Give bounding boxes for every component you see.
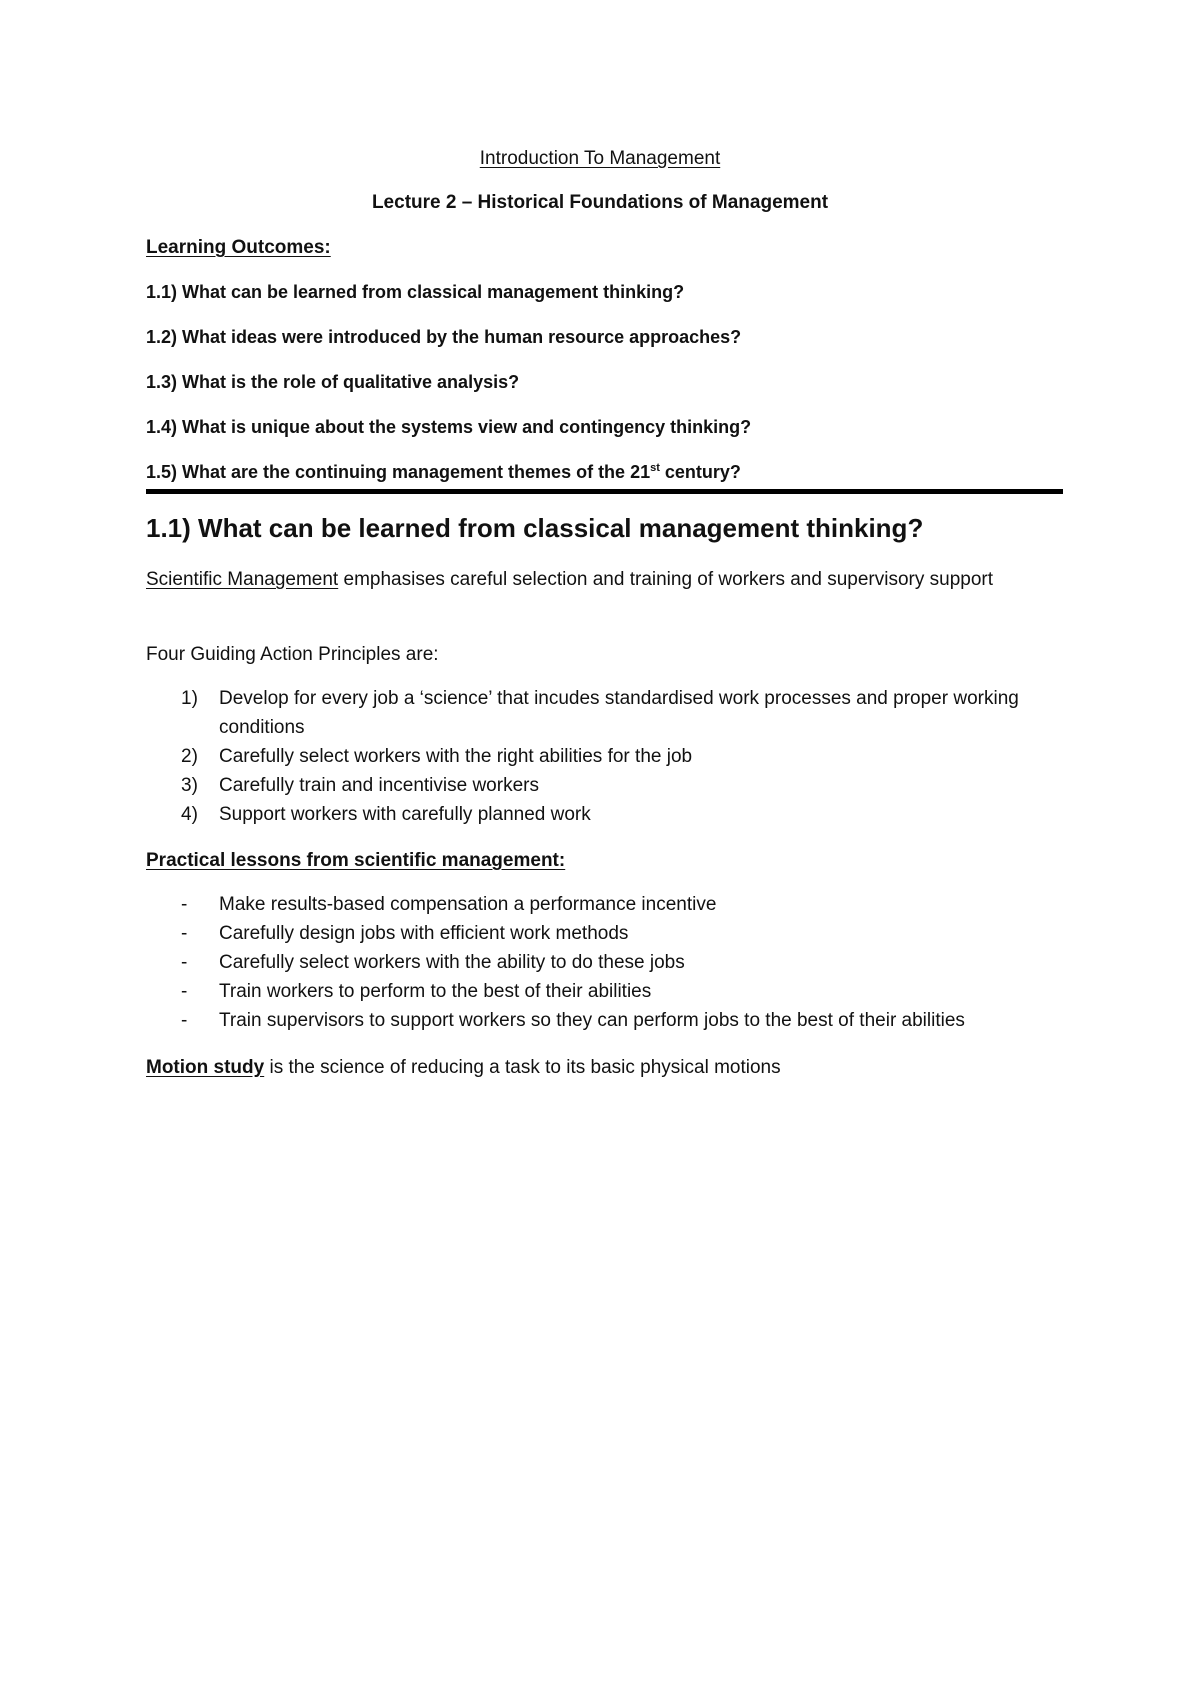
section-divider — [146, 489, 1063, 494]
scientific-management-term: Scientific Management — [146, 569, 339, 590]
section-heading: 1.1) What can be learned from classical management thinking? — [146, 513, 924, 543]
motion-study-term: Motion study — [146, 1057, 265, 1078]
principles-list — [146, 684, 1046, 829]
list-marker: 3) — [181, 775, 198, 796]
motion-study-text: is the science of reducing a task to its basic physical motions — [264, 1057, 781, 1078]
list-item — [146, 742, 1046, 771]
list-item-text: Train workers to perform to the best of their abilities — [219, 981, 652, 1002]
lessons-heading-text: Practical lessons from scientific management: — [146, 850, 566, 871]
ordinal-suffix: st — [650, 462, 660, 474]
list-marker: 4) — [181, 804, 198, 825]
learning-outcomes-heading: Learning Outcomes: — [146, 237, 331, 258]
bullet-dash: - — [181, 1010, 188, 1031]
bullet-dash: - — [181, 923, 188, 944]
list-item-text: Make results-based compensation a performance incentive — [219, 894, 717, 915]
lessons-heading — [146, 846, 1026, 875]
list-marker: 2) — [181, 746, 198, 767]
learning-outcome-5 — [146, 462, 741, 483]
bullet-dash: - — [181, 981, 188, 1002]
learning-outcome-3: 1.3) What is the role of qualitative analysis? — [146, 372, 520, 392]
list-item — [146, 771, 1046, 800]
list-item — [146, 684, 1046, 742]
list-item-text: Develop for every job a ‘science’ that incudes standardised work processes and proper working conditions — [219, 688, 1019, 738]
list-item-text: Support workers with carefully planned work — [219, 804, 591, 825]
list-item-text: Train supervisors to support workers so they can perform jobs to the best of their abilities — [219, 1010, 965, 1031]
list-marker: 1) — [181, 688, 198, 709]
list-item-text: Carefully select workers with the ability to do these jobs — [219, 952, 685, 973]
list-item — [146, 800, 1046, 829]
principles-intro: Four Guiding Action Principles are: — [146, 644, 439, 665]
list-item-text: Carefully select workers with the right abilities for the job — [219, 746, 693, 767]
list-item-text: Carefully train and incentivise workers — [219, 775, 539, 796]
learning-outcome-2: 1.2) What ideas were introduced by the human resource approaches? — [146, 327, 742, 347]
lecture-subtitle: Lecture 2 – Historical Foundations of Management — [371, 192, 829, 213]
learning-outcome-1: 1.1) What can be learned from classical management thinking? — [146, 282, 685, 302]
list-item — [146, 919, 1046, 948]
list-item — [146, 948, 1046, 977]
learning-outcome-5-text: 1.5) What are the continuing management themes of the 21 — [146, 462, 651, 482]
motion-study-paragraph — [146, 1053, 1026, 1082]
learning-outcome-4: 1.4) What is unique about the systems view and contingency thinking? — [146, 417, 752, 437]
bullet-dash: - — [181, 952, 188, 973]
list-item — [146, 1006, 1046, 1035]
scientific-management-text: emphasises careful selection and training of workers and supervisory support — [338, 569, 993, 590]
scientific-management-paragraph — [146, 565, 1026, 594]
list-item — [146, 977, 1046, 1006]
bullet-dash: - — [181, 894, 188, 915]
lessons-list — [146, 890, 1046, 1035]
list-item — [146, 890, 1046, 919]
learning-outcome-5-tail: century? — [659, 462, 741, 482]
list-item-text: Carefully design jobs with efficient work methods — [219, 923, 629, 944]
document-title: Introduction To Management — [479, 148, 721, 169]
